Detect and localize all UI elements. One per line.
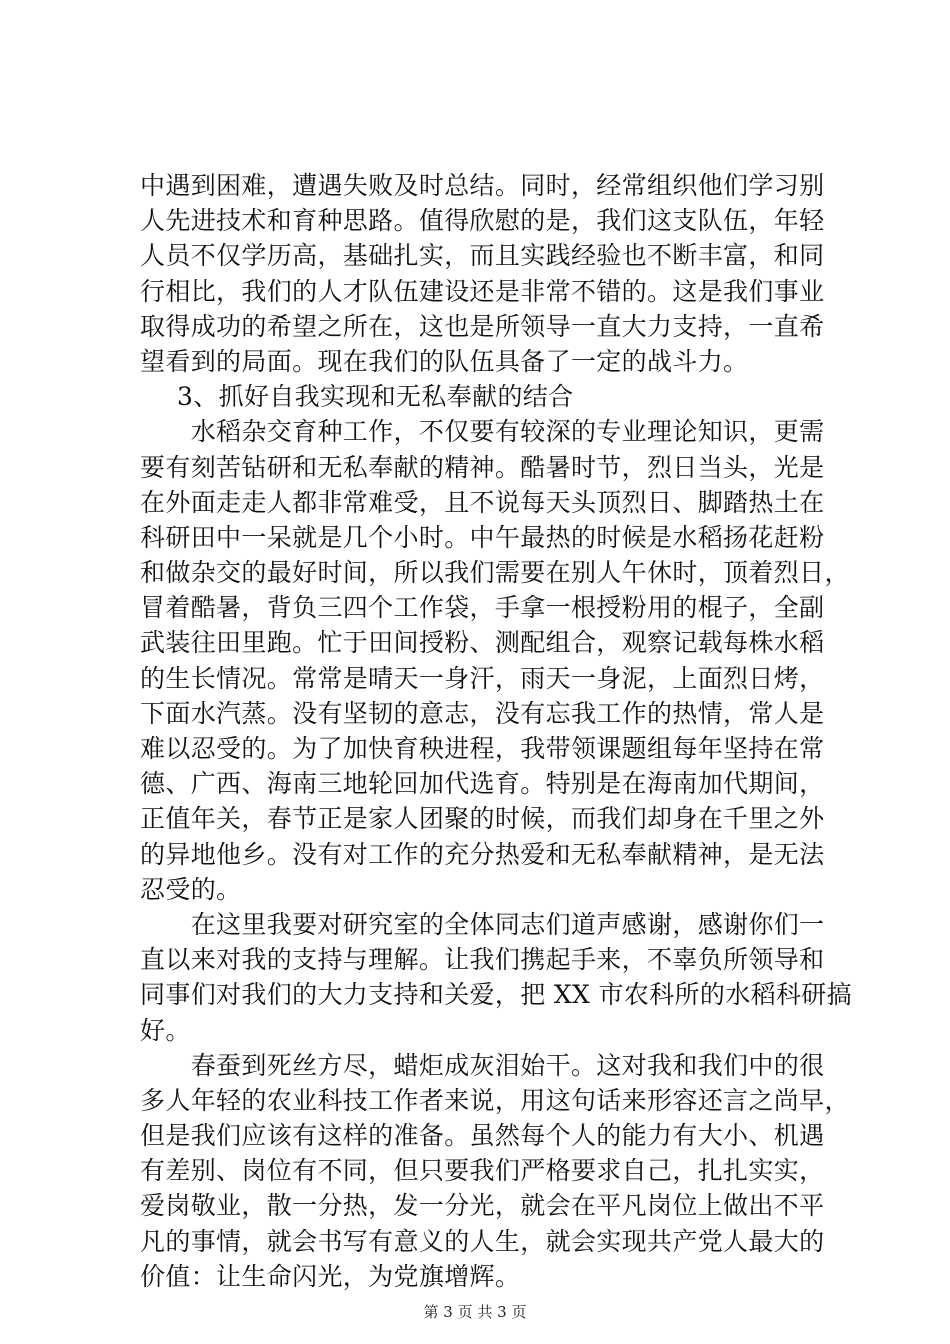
text-line: 同事们对我们的大力支持和关爱，把 XX 市农科所的水稻科研搞 (140, 980, 852, 1010)
text-line: 水稻杂交育种工作，不仅要有较深的专业理论知识，更需 (140, 417, 825, 447)
text-line: 在这里我要对研究室的全体同志们道声感谢，感谢你们一 (140, 909, 825, 939)
text-line: 价值：让生命闪光，为党旗增辉。 (140, 1261, 521, 1291)
text-line: 的生长情况。常常是晴天一身汗，雨天一身泥，上面烈日烤， (140, 663, 825, 693)
page-number-footer: 第 3 页 共 3 页 (423, 1303, 527, 1321)
text-line: 行相比，我们的人才队伍建设还是非常不错的。这是我们事业 (140, 276, 825, 306)
text-line: 要有刻苦钻研和无私奉献的精神。酷暑时节，烈日当头，光是 (140, 452, 825, 482)
text-line: 春蚕到死丝方尽，蜡炬成灰泪始干。这对我和我们中的很 (140, 1050, 825, 1080)
text-line: 中遇到困难，遭遇失败及时总结。同时，经常组织他们学习别 (140, 171, 825, 200)
text-line: 和做杂交的最好时间，所以我们需要在别人午休时，顶着烈日， (140, 558, 850, 588)
text-line: 科研田中一呆就是几个小时。中午最热的时候是水稻扬花赶粉 (140, 522, 825, 552)
text-line: 德、广西、海南三地轮回加代选育。特别是在海南加代期间， (140, 769, 825, 799)
text-line: 下面水汽蒸。没有坚韧的意志，没有忘我工作的热情，常人是 (140, 698, 825, 728)
text-line: 难以忍受的。为了加快育秧进程，我带领课题组每年坚持在常 (140, 734, 825, 763)
text-line: 忍受的。 (140, 874, 242, 904)
text-line: 冒着酷暑，背负三四个工作袋，手拿一根授粉用的棍子，全副 (140, 593, 825, 623)
text-line: 多人年轻的农业科技工作者来说，用这句话来形容还言之尚早， (140, 1085, 850, 1115)
text-line: 好。 (140, 1015, 191, 1045)
text-line: 在外面走走人都非常难受，且不说每天头顶烈日、脚踏热土在 (140, 487, 825, 517)
text-line: 武装往田里跑。忙于田间授粉、测配组合，观察记载每株水稻 (140, 628, 825, 658)
text-line: 但是我们应该有这样的准备。虽然每个人的能力有大小、机遇 (140, 1121, 825, 1151)
text-line: 的异地他乡。没有对工作的充分热爱和无私奉献精神，是无法 (140, 839, 825, 869)
text-line: 人员不仅学历高，基础扎实，而且实践经验也不断丰富，和同 (140, 241, 825, 271)
text-line: 正值年关，春节正是家人团聚的时候，而我们却身在千里之外 (140, 804, 825, 834)
text-line: 爱岗敬业，散一分热，发一分光，就会在平凡岗位上做出不平 (140, 1191, 825, 1221)
text-line: 望看到的局面。现在我们的队伍具备了一定的战斗力。 (140, 346, 749, 376)
text-line: 取得成功的希望之所在，这也是所领导一直大力支持，一直希 (140, 311, 825, 341)
text-line: 有差别、岗位有不同，但只要我们严格要求自己，扎扎实实， (140, 1156, 825, 1186)
section-heading: 3、抓好自我实现和无私奉献的结合 (177, 382, 574, 412)
text-line: 人先进技术和育种思路。值得欣慰的是，我们这支队伍，年轻 (140, 206, 825, 236)
document-body (140, 168, 852, 1294)
text-line: 直以来对我的支持与理解。让我们携起手来，不辜负所领导和 (140, 945, 825, 975)
text-line: 凡的事情，就会书写有意义的人生，就会实现共产党人最大的 (140, 1226, 825, 1256)
